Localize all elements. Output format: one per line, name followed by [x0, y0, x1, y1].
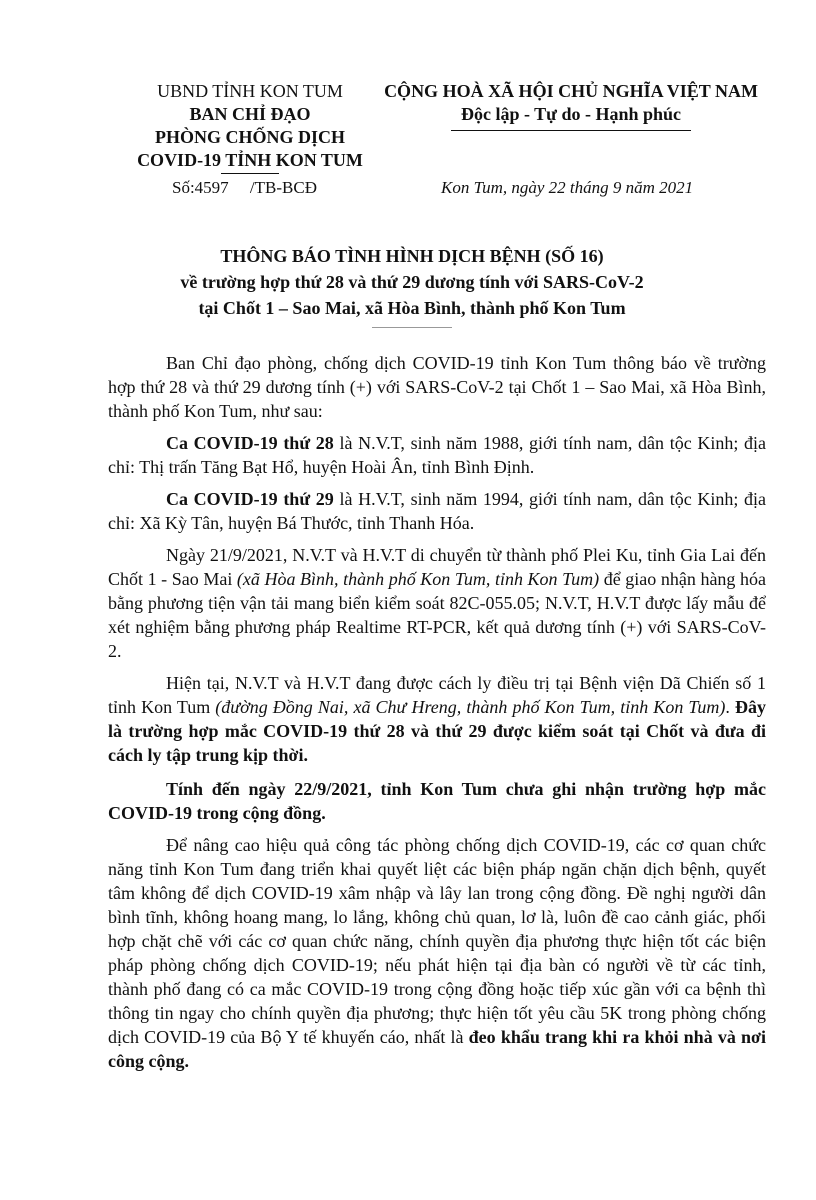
- national-motto: Độc lập - Tự do - Hạnh phúc: [460, 104, 682, 124]
- title-underline: [372, 327, 452, 328]
- document-number: Số:4597 /TB-BCĐ: [172, 178, 317, 197]
- case-28-paragraph: [108, 431, 766, 479]
- travel-paragraph: [108, 543, 766, 663]
- case-29-details: là H.V.T, sinh năm 1994, giới tính nam, dân tộc Kinh; địa chỉ: Xã Kỳ Tân, huyện Bá Thước, tỉnh Thanh Hóa.: [108, 489, 766, 533]
- notice-title-block: [100, 243, 724, 328]
- national-header-block: [368, 80, 774, 131]
- hospital-address-italic: (đường Đồng Nai, xã Chư Hreng, thành phố Kon Tum, tỉnh Kon Tum): [215, 697, 726, 717]
- travel-text-b: để giao nhận hàng hóa bằng phương tiện vận tải mang biển kiểm soát 82C-055.05; N.V.T, H.V.T được lấy mẫu để xét nghiệm bằng phương pháp Realtime RT-PCR, kết quả dương tính (+) với SARS-CoV-2.: [108, 569, 767, 661]
- notice-subtitle-1: về trường hợp thứ 28 và thứ 29 dương tính với SARS-CoV-2: [180, 272, 644, 292]
- notice-title: THÔNG BÁO TÌNH HÌNH DỊCH BỆNH (SỐ 16): [220, 246, 604, 266]
- case-29-label: Ca COVID-19 thứ 29: [166, 489, 334, 509]
- controlled-case-statement: Đây là trường hợp mắc COVID-19 thứ 28 và thứ 29 được kiểm soát tại Chốt và đưa đi cách ly tập trung kịp thời.: [108, 697, 767, 765]
- case-29-paragraph: [108, 487, 766, 535]
- issuing-agency-block: [118, 80, 382, 174]
- agency-underline: [221, 173, 279, 174]
- notice-body: [108, 351, 766, 1081]
- treatment-paragraph: [108, 671, 766, 767]
- mask-advice: đeo khẩu trang khi ra khỏi nhà và nơi công cộng.: [108, 1027, 766, 1071]
- recommendation-text: Để nâng cao hiệu quả công tác phòng chống dịch COVID-19, các cơ quan chức năng tỉnh Kon Tum đang triển khai quyết liệt các biện pháp ngăn chặn dịch bệnh, quyết tâm không để dịch COVID-19 xâm nhập và lây lan trong cộng đồng. Đề nghị người dân bình tĩnh, không hoang mang, lo lắng, không chủ quan, lơ là, luôn đề cao cảnh giác, phối hợp chặt chẽ với các cơ quan chức năng, chính quyền địa phương thực hiện tốt các biện pháp phòng chống dịch COVID-19; nếu phát hiện tại địa bàn có người về từ các tỉnh, thành phố đang có ca mắc COVID-19 trong cộng đồng hoặc tiếp xúc gần với ca bệnh thì thông tin ngay cho chính quyền địa phương; thực hiện tốt yêu cầu 5K trong phòng chống dịch COVID-19 của Bộ Y tế khuyến cáo, nhất là: [108, 835, 766, 1047]
- community-status-paragraph: Tính đến ngày 22/9/2021, tỉnh Kon Tum chưa ghi nhận trường hợp mắc COVID-19 trong cộng đồng.: [108, 779, 766, 823]
- case-28-label: Ca COVID-19 thứ 28: [166, 433, 334, 453]
- case-28-details: là N.V.T, sinh năm 1988, giới tính nam, dân tộc Kinh; địa chỉ: Thị trấn Tăng Bạt Hổ, huyện Hoài Ân, tỉnh Bình Định.: [108, 433, 766, 477]
- place-date-line: Kon Tum, ngày 22 tháng 9 năm 2021: [441, 178, 694, 197]
- notice-subtitle-2: tại Chốt 1 – Sao Mai, xã Hòa Bình, thành phố Kon Tum: [198, 298, 626, 318]
- travel-location-italic: (xã Hòa Bình, thành phố Kon Tum, tỉnh Kon Tum): [236, 569, 600, 589]
- committee-line-2: PHÒNG CHỐNG DỊCH: [154, 127, 345, 147]
- agency-name: UBND TỈNH KON TUM: [157, 81, 343, 101]
- intro-paragraph: Ban Chỉ đạo phòng, chống dịch COVID-19 tỉnh Kon Tum thông báo về trường hợp thứ 28 và thứ 29 dương tính (+) với SARS-CoV-2 tại Chốt 1 – Sao Mai, xã Hòa Bình, thành phố Kon Tum, như sau:: [108, 353, 766, 421]
- treatment-text-b: .: [725, 697, 736, 717]
- treatment-text-a: Hiện tại, N.V.T và H.V.T đang được cách ly điều trị tại Bệnh viện Dã Chiến số 1 tỉnh Kon Tum: [108, 673, 766, 717]
- motto-underline: [451, 130, 691, 131]
- committee-line-1: BAN CHỈ ĐẠO: [189, 104, 311, 124]
- travel-text-a: Ngày 21/9/2021, N.V.T và H.V.T di chuyển từ thành phố Plei Ku, tỉnh Gia Lai đến Chốt 1 - Sao Mai: [108, 545, 766, 589]
- committee-line-3: COVID-19 TỈNH KON TUM: [137, 150, 363, 170]
- nation-name: CỘNG HOÀ XÃ HỘI CHỦ NGHĨA VIỆT NAM: [384, 81, 758, 101]
- recommendation-paragraph: [108, 833, 766, 1073]
